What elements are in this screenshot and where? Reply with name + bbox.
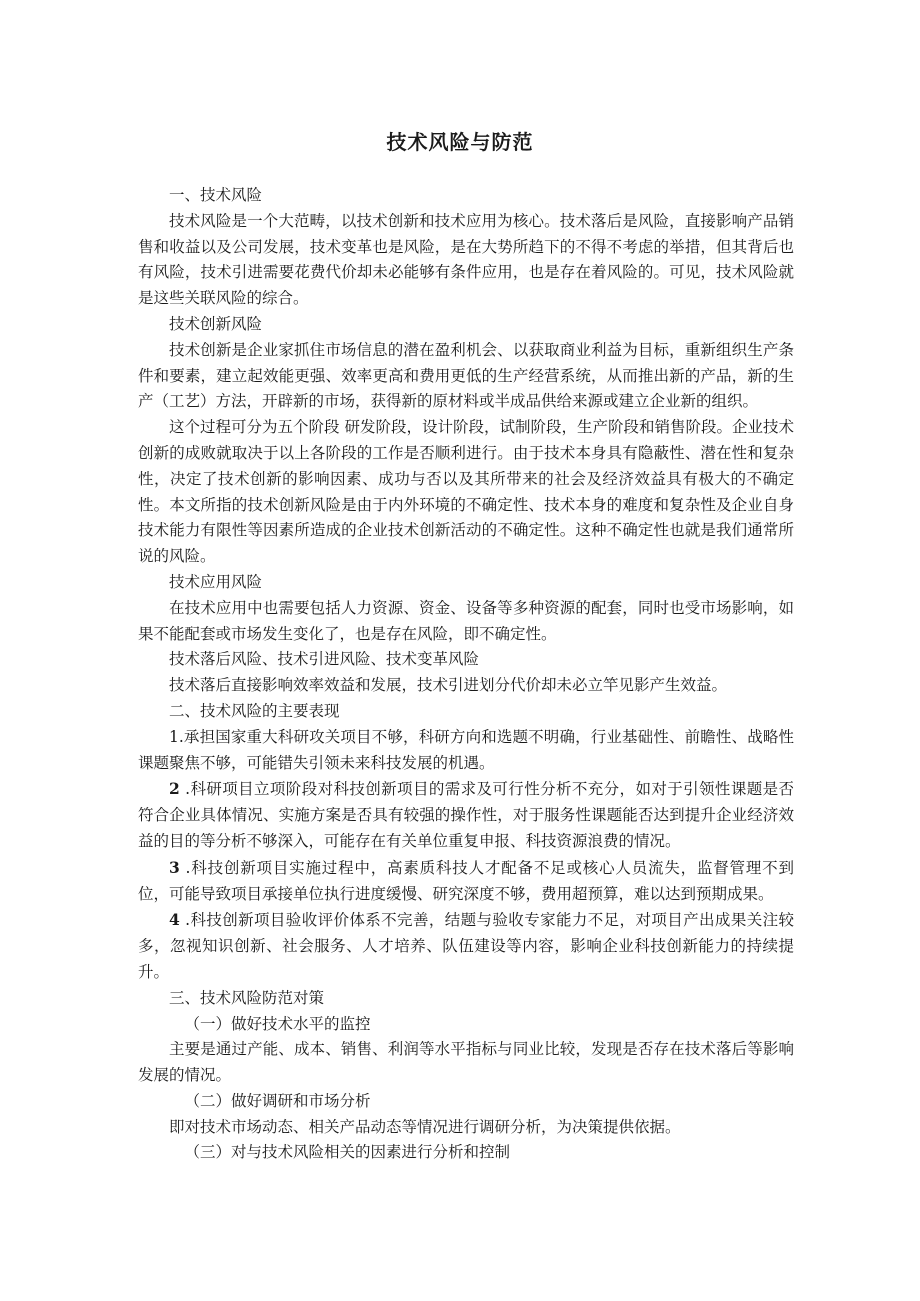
subsection-heading: （三）对与技术风险相关的因素进行分析和控制 xyxy=(184,1143,511,1162)
document-title: 技术风险与防范 xyxy=(386,130,534,154)
list-item: 1.承担国家重大科研攻关项目不够，科研方向和选题不明确，行业基础性、前瞻性、战略性课题聚焦不够，可能错失引领未来科技发展的机遇。 xyxy=(138,727,794,772)
list-item xyxy=(138,907,794,985)
list-text: .科技创新项目验收评价体系不完善，结题与验收专家能力不足，对项目产出成果关注较多，忽视知识创新、社会服务、人才培养、队伍建设等内容，影响企业科技创新能力的持续提升。 xyxy=(138,911,794,981)
subsection-heading: 技术应用风险 xyxy=(169,572,263,591)
list-number: 2 xyxy=(169,779,180,799)
list-text: .科研项目立项阶段对科技创新项目的需求及可行性分析不充分，如对于引领性课题是否符合企业具体情况、实施方案是否具有较强的操作性，对于服务性课题能否达到提升企业经济效益的目的等分析不够深入，可能存在有关单位重复申报、科技资源浪费的情况。 xyxy=(138,780,794,850)
list-item xyxy=(138,776,794,854)
paragraph: 技术落后直接影响效率效益和发展，技术引进划分代价却未必立竿见影产生效益。 xyxy=(169,676,728,695)
list-text: .科技创新项目实施过程中，高素质科技人才配备不足或核心人员流失，监督管理不到位，可能导致项目承接单位执行进度缓慢、研究深度不够，费用超预算，难以达到预期成果。 xyxy=(138,858,794,903)
paragraph: 这个过程可分为五个阶段 研发阶段，设计阶段，试制阶段，生产阶段和销售阶段。企业技术创新的成败就取决于以上各阶段的工作是否顺利进行。由于技术本身具有隐蔽性、潜在性和复杂性，决定了技术创新的影响因素、成功与否以及其所带来的社会及经济效益具有极大的不确定性。本文所指的技术创新风险是由于内外环境的不确定性、技术本身的难度和复杂性及企业自身技术能力有限性等因素所造成的企业技术创新活动的不确定性。这种不确定性也就是我们通常所说的风险。 xyxy=(138,418,794,566)
section-heading: 二、技术风险的主要表现 xyxy=(169,701,340,720)
subsection-heading: （二）做好调研和市场分析 xyxy=(184,1091,371,1110)
section-heading: 三、技术风险防范对策 xyxy=(169,988,325,1007)
paragraph: 在技术应用中也需要包括人力资源、资金、设备等多种资源的配套，同时也受市场影响，如果不能配套或市场发生变化了，也是存在风险，即不确定性。 xyxy=(138,598,794,643)
paragraph: 主要是通过产能、成本、销售、利润等水平指标与同业比较，发现是否存在技术落后等影响发展的情况。 xyxy=(138,1040,794,1085)
paragraph: 即对技术市场动态、相关产品动态等情况进行调研分析，为决策提供依据。 xyxy=(169,1117,681,1136)
paragraph: 技术风险是一个大范畴，以技术创新和技术应用为核心。技术落后是风险，直接影响产品销售和收益以及公司发展，技术变革也是风险，是在大势所趋下的不得不考虑的举措，但其背后也有风险，技术引进需要花费代价却未必能够有条件应用，也是存在着风险的。可见，技术风险就是这些关联风险的综合。 xyxy=(138,211,794,308)
section-heading: 一、技术风险 xyxy=(169,186,263,204)
subsection-heading: 技术创新风险 xyxy=(169,314,263,333)
list-number: 4 xyxy=(169,910,180,930)
paragraph: 技术创新是企业家抓住市场信息的潜在盈利机会、以获取商业利益为目标，重新组织生产条件和要素，建立起效能更强、效率更高和费用更低的生产经营系统，从而推出新的产品，新的生产（工艺）方法，开辟新的市场，获得新的原材料或半成品供给来源或建立企业新的组织。 xyxy=(138,340,794,411)
subsection-heading: （一）做好技术水平的监控 xyxy=(184,1014,371,1033)
list-number: 3 xyxy=(169,857,180,877)
list-item xyxy=(138,855,794,908)
subsection-heading: 技术落后风险、技术引进风险、技术变革风险 xyxy=(169,650,480,669)
document-body xyxy=(138,183,794,1166)
